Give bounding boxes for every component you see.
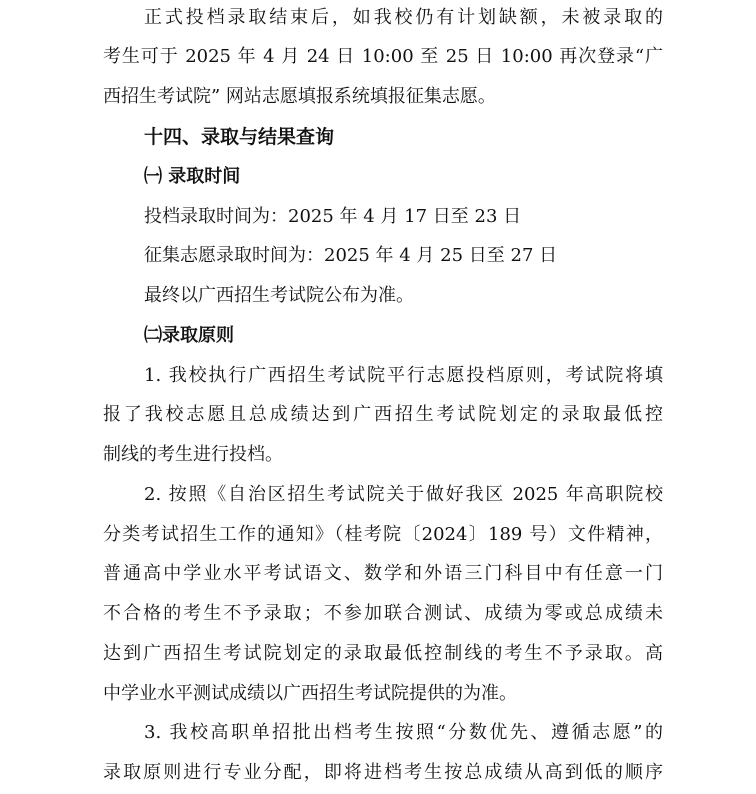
- paragraph-line: 投档录取时间为：2025 年 4 月 17 日至 23 日: [144, 206, 522, 227]
- paragraph-line: 达到广西招生考试院划定的录取最低控制线的考生不予录取。高: [103, 643, 663, 664]
- paragraph-line: 中学业水平测试成绩以广西招生考试院提供的为准。: [103, 683, 517, 704]
- section-heading: 十四、录取与结果查询: [144, 126, 335, 148]
- paragraph-line: 3. 我校高职单招批出档考生按照“分数优先、遵循志愿”的: [144, 722, 663, 743]
- paragraph-line: 考生可于 2025 年 4 月 24 日 10:00 至 25 日 10:00 再次登录“广: [103, 46, 663, 67]
- paragraph-line: 正式投档录取结束后，如我校仍有计划缺额，未被录取的: [144, 7, 663, 28]
- paragraph-line: 录取原则进行专业分配，即将进档考生按总成绩从高到低的顺序: [103, 762, 663, 783]
- paragraph-line: 2. 按照《自治区招生考试院关于做好我区 2025 年高职院校: [144, 484, 663, 505]
- paragraph-line: 普通高中学业水平考试语文、数学和外语三门科目中有任意一门: [103, 563, 663, 584]
- subsection-heading: ㈡录取原则: [144, 325, 234, 346]
- paragraph-line: 征集志愿录取时间为：2025 年 4 月 25 日至 27 日: [144, 245, 558, 266]
- paragraph-line: 制线的考生进行投档。: [103, 444, 283, 465]
- paragraph-line: 最终以广西招生考试院公布为准。: [144, 285, 414, 306]
- paragraph-line: 报了我校志愿且总成绩达到广西招生考试院划定的录取最低控: [103, 404, 663, 425]
- paragraph-line: 不合格的考生不予录取；不参加联合测试、成绩为零或总成绩未: [103, 603, 663, 624]
- subsection-heading: ㈠ 录取时间: [144, 166, 241, 187]
- paragraph-line: 西招生考试院” 网站志愿填报系统填报征集志愿。: [103, 86, 496, 107]
- paragraph-line: 1. 我校执行广西招生考试院平行志愿投档原则，考试院将填: [144, 365, 663, 386]
- paragraph-line: 分类考试招生工作的通知》（桂考院〔2024〕189 号）文件精神，: [103, 524, 663, 545]
